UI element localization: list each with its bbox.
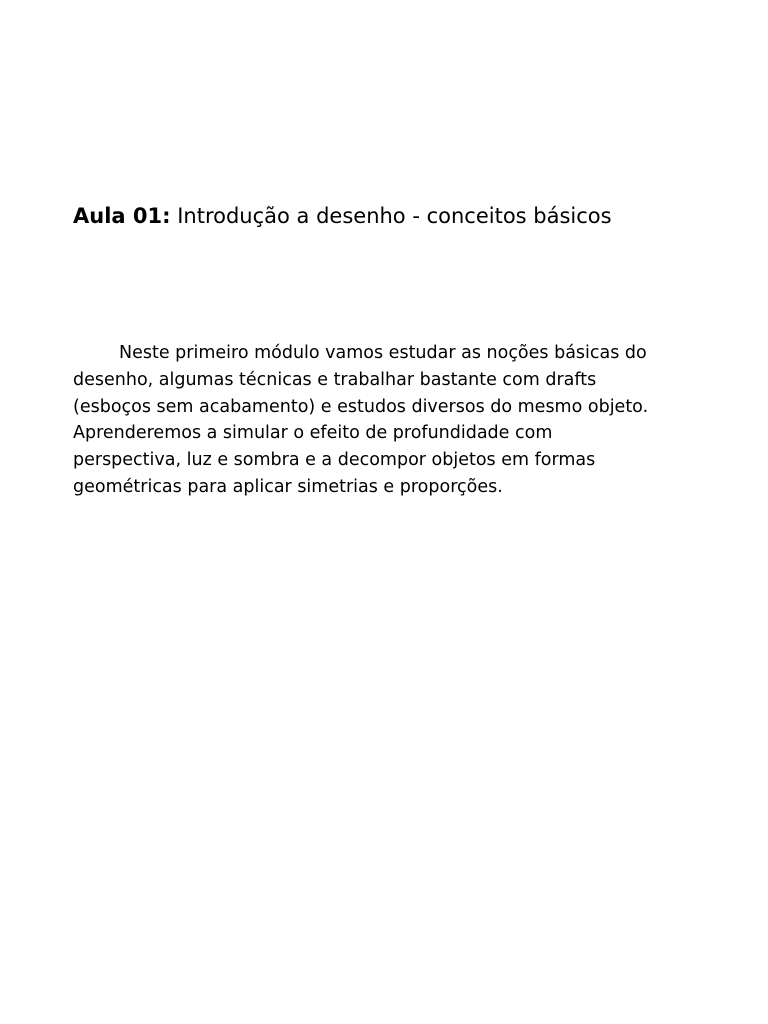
- paragraph-line: Aprenderemos a simular o efeito de profundidade com: [73, 423, 553, 444]
- paragraph-line: perspectiva, luz e sombra e a decompor objetos em formas: [73, 450, 596, 471]
- paragraph-line: (esboços sem acabamento) e estudos diversos do mesmo objeto.: [73, 396, 649, 417]
- lesson-title: Introdução a desenho - conceitos básicos: [177, 204, 612, 228]
- paragraph-line: desenho, algumas técnicas e trabalhar bastante com drafts: [73, 369, 597, 390]
- lesson-heading: [73, 200, 612, 232]
- lesson-description-paragraph: [73, 340, 703, 501]
- paragraph-line: geométricas para aplicar simetrias e proporções.: [73, 476, 503, 497]
- paragraph-line: Neste primeiro módulo vamos estudar as noções básicas do: [119, 343, 647, 363]
- lesson-number-label: Aula 01:: [73, 204, 171, 228]
